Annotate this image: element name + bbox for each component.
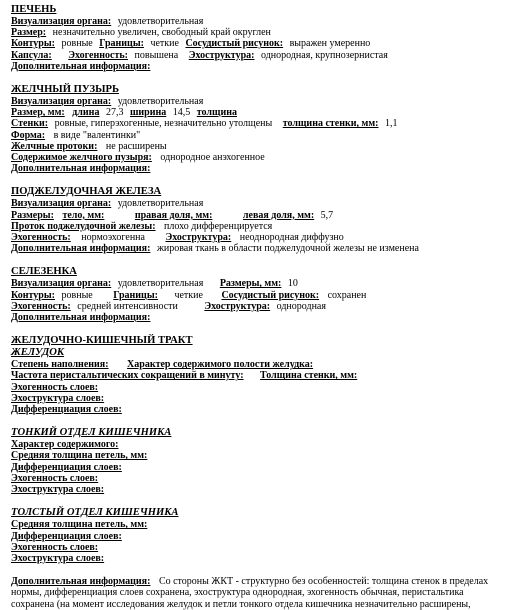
large-intestine-echogenicity-row bbox=[11, 542, 511, 553]
subsection-title-large-intestine: ТОЛСТЫЙ ОТДЕЛ КИШЕЧНИКА bbox=[11, 507, 179, 519]
field-value: сохранен bbox=[327, 289, 367, 301]
field-label: Эхогенность: bbox=[11, 300, 71, 312]
field-label: правая доля, мм: bbox=[134, 209, 213, 221]
gallbladder-section bbox=[11, 84, 511, 174]
large-intestine-differentiation-row bbox=[11, 531, 511, 542]
field-label: Характер содержимого полости желудка: bbox=[127, 359, 314, 371]
spleen-section bbox=[11, 266, 511, 323]
gallbladder-size-row bbox=[11, 107, 511, 118]
field-label: Степень наполнения: bbox=[11, 359, 109, 371]
field-label: Дифференциация слоев: bbox=[11, 404, 122, 416]
field-value: ровные bbox=[61, 38, 93, 50]
field-value: неоднородная диффузно bbox=[239, 232, 344, 244]
stomach-differentiation-row bbox=[11, 404, 511, 415]
field-label: Толщина стенки, мм: bbox=[260, 370, 358, 382]
field-label: Сосудистый рисунок: bbox=[221, 289, 320, 301]
spleen-extra-row bbox=[11, 312, 511, 323]
field-value: однородная, крупнозернистая bbox=[260, 49, 388, 61]
field-label: Эхогенность слоев: bbox=[11, 541, 99, 553]
field-label: Контуры: bbox=[11, 289, 55, 301]
field-label: Эхоструктура: bbox=[165, 232, 232, 244]
large-intestine-echostructure-row bbox=[11, 553, 511, 564]
field-label: Проток поджелудочной железы: bbox=[11, 220, 156, 232]
field-label: Размер, мм: bbox=[11, 107, 65, 119]
field-label: Границы: bbox=[113, 289, 158, 301]
liver-contours-row bbox=[11, 38, 511, 49]
field-label: Дополнительная информация: bbox=[11, 60, 151, 72]
field-label: Визуализация органа: bbox=[11, 96, 112, 108]
small-intestine-thickness-row bbox=[11, 450, 511, 461]
gallbladder-visualization-row bbox=[11, 96, 511, 107]
field-value: 14,5 bbox=[172, 107, 191, 119]
field-value: 1,1 bbox=[385, 118, 398, 130]
field-value: удовлетворительная bbox=[117, 198, 204, 210]
liver-capsule-row bbox=[11, 50, 511, 61]
field-label: Дополнительная информация: bbox=[11, 312, 151, 324]
field-label: Желчные протоки: bbox=[11, 140, 98, 152]
field-label: Дифференциация слоев: bbox=[11, 530, 122, 542]
small-intestine-echostructure-row bbox=[11, 484, 511, 495]
field-label: Эхоструктура слоев: bbox=[11, 552, 105, 564]
field-label: Стенки: bbox=[11, 118, 49, 130]
field-label: толщина стенки, мм: bbox=[282, 118, 379, 130]
section-title-liver: ПЕЧЕНЬ bbox=[11, 4, 57, 15]
spleen-contours-row bbox=[11, 290, 511, 301]
field-label: Эхоструктура: bbox=[204, 300, 271, 312]
field-label: Визуализация органа: bbox=[11, 198, 112, 210]
field-label: Визуализация органа: bbox=[11, 16, 112, 27]
pancreas-echo-row bbox=[11, 232, 511, 243]
field-label: Границы: bbox=[99, 38, 144, 50]
liver-section bbox=[11, 4, 511, 72]
small-intestine-differentiation-row bbox=[11, 462, 511, 473]
field-label: Размеры: bbox=[11, 209, 54, 221]
field-value: повышена bbox=[134, 49, 179, 61]
field-label: Эхогенность: bbox=[68, 49, 128, 61]
field-value: средней интенсивности bbox=[77, 300, 178, 312]
field-value: ровные bbox=[61, 289, 93, 301]
liver-extra-row bbox=[11, 61, 511, 72]
section-title-spleen: СЕЛЕЗЕНКА bbox=[11, 266, 77, 278]
field-label: Визуализация органа: bbox=[11, 278, 112, 290]
spleen-echo-row bbox=[11, 301, 511, 312]
pancreas-visualization-row bbox=[11, 198, 511, 209]
gi-tract-section bbox=[11, 335, 511, 609]
liver-size-row bbox=[11, 27, 511, 38]
field-label: Эхоструктура: bbox=[188, 49, 255, 61]
field-label: Размер: bbox=[11, 27, 47, 39]
gallbladder-shape-row bbox=[11, 130, 511, 141]
field-value: удовлетворительная bbox=[117, 278, 204, 290]
liver-visualization-row bbox=[11, 16, 511, 27]
field-value: плохо дифференцируется bbox=[164, 220, 273, 232]
field-value: нормоэхогенна bbox=[81, 232, 145, 244]
field-label: толщина bbox=[196, 107, 237, 119]
subsection-title-stomach: ЖЕЛУДОК bbox=[11, 347, 65, 359]
section-title-pancreas: ПОДЖЕЛУДОЧНАЯ ЖЕЛЕЗА bbox=[11, 186, 162, 198]
gallbladder-content-row bbox=[11, 152, 511, 163]
field-label: Эхоструктура слоев: bbox=[11, 392, 105, 404]
field-label: Средняя толщина петель, мм: bbox=[11, 519, 148, 531]
gallbladder-extra-row bbox=[11, 163, 511, 174]
field-label: тело, мм: bbox=[62, 209, 105, 221]
field-value: 10 bbox=[287, 278, 298, 290]
field-value: 27,3 bbox=[105, 107, 124, 119]
field-value: Со стороны ЖКТ - структурно без особенностей: толщина стенок в пределах нормы, дифференциация слоев сохранена, эхоструктура однородная, эхогенность обычная, перистальтика сохранена (на момент исследования желудок и петли тонкого отдела кишечника незначительно расширены, bbox=[11, 576, 489, 610]
pancreas-size-row bbox=[11, 210, 511, 221]
field-label: Характер содержимого: bbox=[11, 439, 119, 451]
field-value: четкие bbox=[150, 38, 179, 50]
field-label: Капсула: bbox=[11, 49, 52, 61]
stomach-peristalsis-row bbox=[11, 370, 511, 381]
field-label: Сосудистый рисунок: bbox=[185, 38, 284, 50]
stomach-echogenicity-row bbox=[11, 382, 511, 393]
field-label: левая доля, мм: bbox=[242, 209, 315, 221]
field-label: Частота перистальтических сокращений в минуту: bbox=[11, 370, 244, 382]
field-label: Дополнительная информация: bbox=[11, 163, 151, 175]
gallbladder-ducts-row bbox=[11, 141, 511, 152]
field-value: 5,7 bbox=[320, 209, 334, 221]
section-title-gi-tract: ЖЕЛУДОЧНО-КИШЕЧНЫЙ ТРАКТ bbox=[11, 335, 193, 347]
field-label: Форма: bbox=[11, 129, 46, 141]
section-title-gallbladder: ЖЕЛЧНЫЙ ПУЗЫРЬ bbox=[11, 84, 119, 96]
field-value: в виде "валентинки" bbox=[53, 129, 141, 141]
field-value: выражен умеренно bbox=[289, 38, 371, 50]
field-value: жировая ткань в области поджелудочной железы не изменена bbox=[156, 243, 419, 255]
stomach-echostructure-row bbox=[11, 393, 511, 404]
pancreas-extra-row bbox=[11, 243, 511, 254]
field-value: незначительно увеличен, свободный край округлен bbox=[52, 27, 271, 39]
field-value: не расширены bbox=[105, 140, 167, 152]
stomach-filling-row bbox=[11, 359, 511, 370]
field-label: Эхогенность слоев: bbox=[11, 472, 99, 484]
field-label: ширина bbox=[129, 107, 167, 119]
ultrasound-report bbox=[11, 4, 511, 610]
field-label: Эхоструктура слоев: bbox=[11, 484, 105, 496]
spleen-visualization-row bbox=[11, 278, 511, 289]
gallbladder-walls-row bbox=[11, 118, 511, 129]
field-value: ровные, гиперэхогенные, незначительно утолщены bbox=[54, 118, 273, 130]
small-intestine-content-row bbox=[11, 439, 511, 450]
pancreas-duct-row bbox=[11, 221, 511, 232]
subsection-title-small-intestine: ТОНКИЙ ОТДЕЛ КИШЕЧНИКА bbox=[11, 427, 172, 439]
large-intestine-thickness-row bbox=[11, 519, 511, 530]
field-label: длина bbox=[72, 107, 100, 119]
field-label: Дополнительная информация: bbox=[11, 243, 151, 255]
field-label: Контуры: bbox=[11, 38, 55, 50]
field-label: Дополнительная информация: bbox=[11, 576, 151, 588]
field-label: Дифференциация слоев: bbox=[11, 461, 122, 473]
field-value: однородное анэхогенное bbox=[160, 152, 265, 164]
small-intestine-echogenicity-row bbox=[11, 473, 511, 484]
field-value: удовлетворительная bbox=[117, 96, 204, 108]
field-value: однородная bbox=[276, 300, 326, 312]
field-value: удовлетворительная bbox=[117, 16, 204, 27]
field-label: Средняя толщина петель, мм: bbox=[11, 450, 148, 462]
field-label: Эхогенность: bbox=[11, 232, 71, 244]
pancreas-section bbox=[11, 186, 511, 254]
field-label: Размеры, мм: bbox=[219, 278, 282, 290]
field-label: Эхогенность слоев: bbox=[11, 381, 99, 393]
field-value: четкие bbox=[174, 289, 203, 301]
gi-extra-info bbox=[11, 576, 499, 610]
field-label: Содержимое желчного пузыря: bbox=[11, 152, 152, 164]
